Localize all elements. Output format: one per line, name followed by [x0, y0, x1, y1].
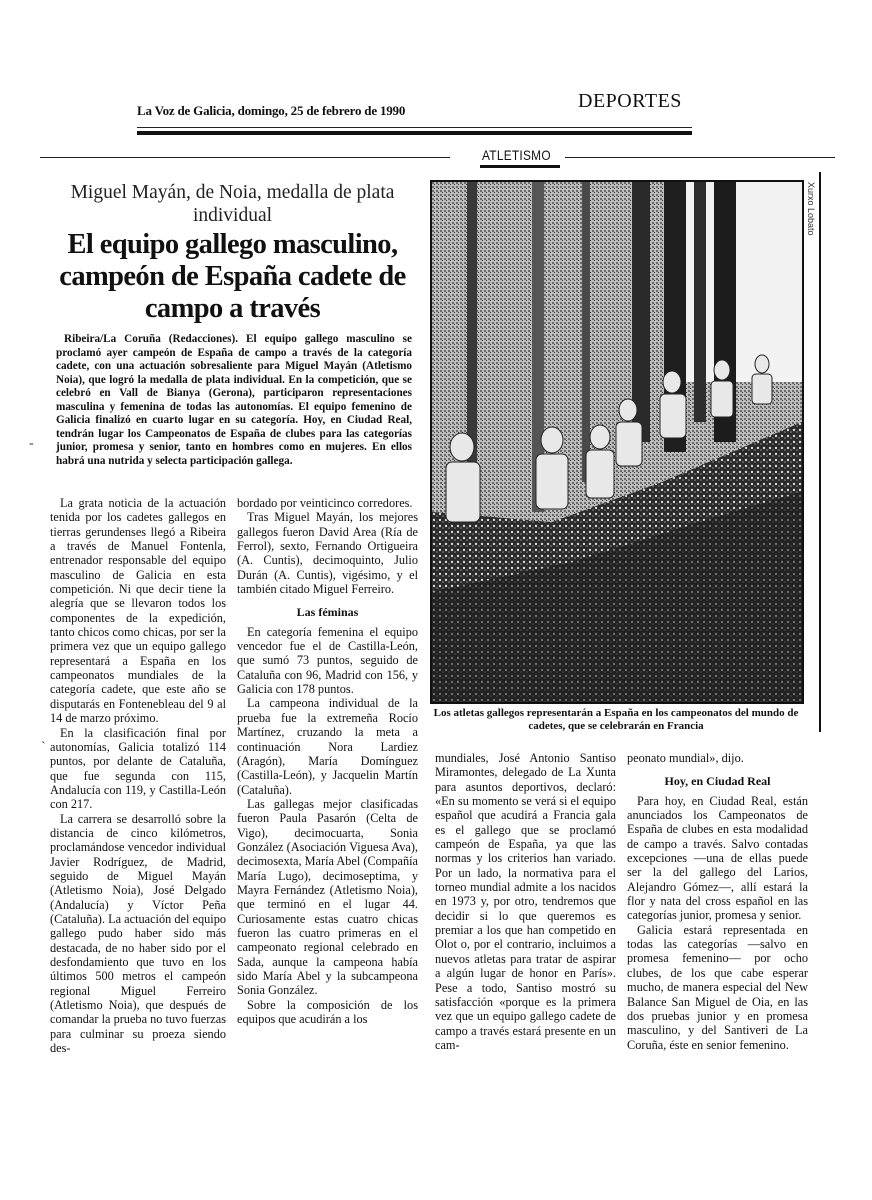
photo-frame-rule	[819, 172, 821, 732]
paragraph: Sobre la composición de los equipos que acudirán a los	[237, 997, 418, 1027]
article-kicker: Miguel Mayán, de Noia, medalla de plata individual	[70, 182, 395, 226]
paragraph: bordado por veinticinco corredores.	[237, 496, 413, 510]
margin-mark: -	[29, 436, 34, 451]
article-lead: Ribeira/La Coruña (Redacciones). El equipo gallego masculino se proclamó ayer campeón de España de campo a través de la categoría cadete, con una actuación sobresaliente para Miguel Mayán (Atletismo Noia), que logró la medalla de plata individual. En la competición, que se celebró en Vall de Bianya (Gerona), participaron representaciones masculina y femenina de todas las autonomías. El equipo femenino de Galicia finalizó en cuarto lugar en su categoría. Hoy, en Ciudad Real, tendrán lugar los Campeonatos de España de clubes para las categorías junior, promesa y senior, tanto en hombres como en mujeres. En ellos habrá una nutrida y selecta participación gallega.	[56, 333, 412, 467]
paragraph: La carrera se desarrolló sobre la distancia de cinco kilómetros, proclamándose vencedor individual Javier Rodríguez, de Madrid, seguido de Miguel Mayán (Atletismo Noia), José Delgado (Andalucía) y Víctor Peña (Cataluña). La actuación del equipo gallego pudo haber sido más destacada, de no haber sido por el desfondamiento que tuvo en los últimos 500 metros el campeón regional Miguel Ferreiro (Atletismo Noia), que después de comandar la prueba no tuvo fuerzas para culminar su proeza siendo des-	[50, 811, 226, 1056]
paragraph: Las gallegas mejor clasificadas fueron Paula Pasarón (Celta de Vigo), decimocuarta, Sonia González (Asociación Viguesa Ava), decimosexta, María Abel (Compañía María Lugo), decimoseptima, y Mayra Fernández (Atletismo Noia), que terminó en el lugar 44. Curiosamente estas cuatro chicas fueron las cuatro primeras en el campeonato regional celebrado en Sada, aunque la campeona había sido María Abel y la subcampeona Sonia González.	[237, 796, 418, 998]
paragraph: La grata noticia de la actuación tenida por los cadetes gallegos en tierras gerundenses llegó a Ribeira a través de Manuel Fontenla, entrenador responsable del equipo masculino de Galicia en esta competición. Ni que decir tiene la alegría que se llevaron todos los componentes de la expedición, tanto chicos como chicas, por ser la primera vez que un equipo gallego representará a España en los campeonatos mundiales de la categoría cadete, que este año se disputarás en Fontenebleau del 9 al 14 de marzo próximo.	[50, 496, 226, 726]
category-label: ATLETISMO	[482, 147, 551, 163]
category-underline	[480, 165, 560, 168]
margin-mark: `	[41, 740, 46, 755]
paragraph: mundiales, José Antonio Santiso Miramontes, delegado de La Xunta para asuntos deportivos, declaró: «En su momento se verá si el equipo español que acudirá a Francia gala es el gallego que se proclamó campeón de España, ya que las normas y los criterios han variado. Por un lado, la normativa para el torneo mundial admite a los nacidos en 1973 y, por otro, tendremos que decidir si lo que queremos es premiar a los que han competido en Olot o, por el contrario, incluimos a nuevos atletas para tratar de aspirar a algún lugar de honor en París». Pese a todo, Santiso mostró su satisfacción «porque es la primera vez que un equipo gallego cadete de campo a través estará presente en un cam-	[435, 751, 616, 1052]
paragraph: Para hoy, en Ciudad Real, están anunciados los Campeonatos de España de clubes en esta modalidad de campo a través. Salvo contadas excepciones —una de ellas puede ser la del gallego del Larios, Alejandro Gómez—, allí estará la flor y nata del cross español en las categorías junior, promesa y senior.	[627, 793, 808, 923]
photo-caption: Los atletas gallegos representarán a España en los campeonatos del mundo de cadetes, que se celebrarán en Francia	[433, 707, 799, 732]
subheading: Hoy, en Ciudad Real	[664, 774, 771, 789]
paragraph: Galicia estará representada en todas las categorías —salvo en promesa femenino— por ocho clubes, de los que cabe esperar mucho, de manera especial del New Balance San Miguel de Oia, en las dos pruebas junior y en promesa masculino, y del Santiveri de La Coruña, éste en senior femenino.	[627, 922, 808, 1052]
masthead-rule-thin	[137, 127, 692, 128]
masthead-rule-thick	[137, 131, 692, 135]
photo-illustration	[432, 182, 802, 702]
photo-cross-country-runners	[430, 180, 804, 704]
paragraph: La campeona individual de la prueba fue la extremeña Rocío Martínez, cruzando la meta a continuación Nora Lardiez (Aragón), María Domínguez (Castilla-León), y Jacquelin Martín (Cataluña).	[237, 696, 418, 797]
article-column-1	[50, 496, 226, 1055]
category-rule-left	[40, 157, 450, 158]
article-column-4	[627, 751, 808, 1052]
section-title: DEPORTES	[578, 90, 682, 112]
subheading: Las féminas	[296, 605, 359, 620]
photo-credit: Xurxo Lobato	[806, 182, 816, 236]
category-rule-right	[565, 157, 835, 158]
paragraph: En categoría femenina el equipo vencedor fue el de Castilla-León, que sumó 73 puntos, seguido de Cataluña con 96, Madrid con 156, y Galicia con 178 puntos.	[237, 624, 418, 697]
publication-date-line: La Voz de Galicia, domingo, 25 de febrero de 1990	[137, 103, 406, 118]
paragraph: Tras Miguel Mayán, los mejores gallegos fueron David Area (Ría de Ferrol), sexto, Fernando Ortigueira (A. Cuntis), decimoquinto, Julio Durán (A. Cuntis), vigésimo, y el también citado Miguel Ferreiro.	[237, 510, 418, 597]
article-headline: El equipo gallego masculino, campeón de España cadete de campo a través	[59, 229, 406, 324]
paragraph: peonato mundial», dijo.	[627, 751, 744, 765]
paragraph: En la clasificación final por autonomías, Galicia totalizó 114 puntos, por delante de Cataluña, que fue segunda con 115, Andalucía con 119, y Castilla-León con 217.	[50, 725, 226, 812]
article-column-2	[237, 496, 418, 1026]
article-column-3	[435, 751, 616, 1052]
